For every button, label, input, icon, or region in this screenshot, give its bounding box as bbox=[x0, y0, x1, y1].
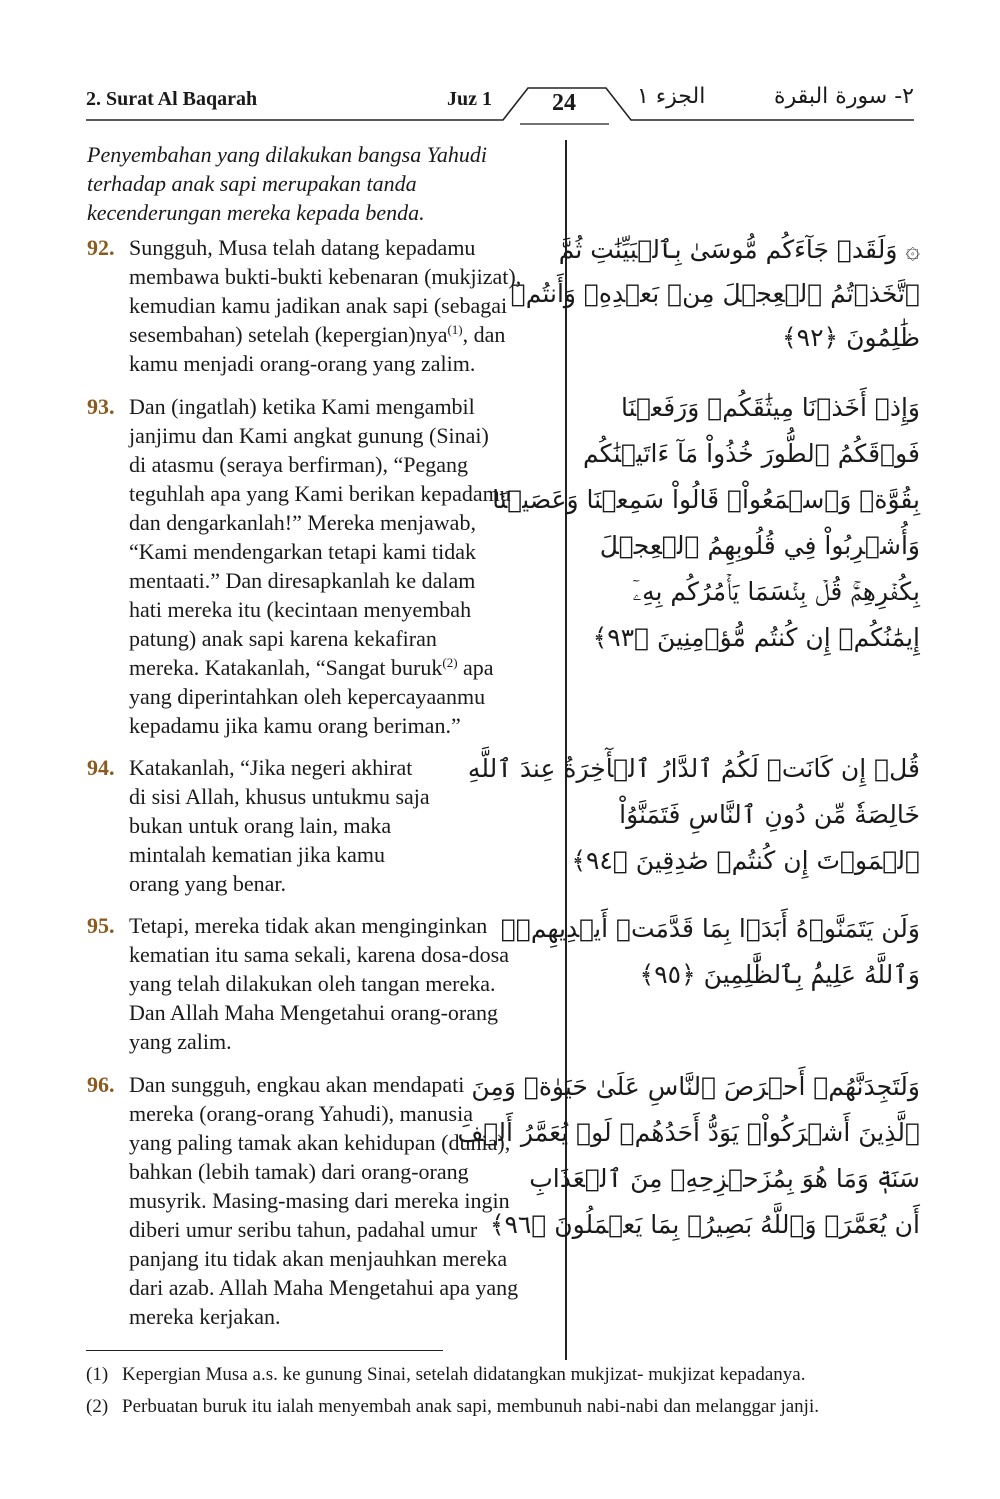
footnote-1 bbox=[86, 1364, 805, 1386]
footnote-ref-2: (2) bbox=[442, 655, 458, 670]
arabic-line: ۞ وَلَقَدۡ جَآءَكُم مُّوسَىٰ بِٱلۡبَيِّنَٰتِ ثُمَّ bbox=[558, 235, 920, 264]
arabic-line: ظَٰلِمُونَ ﴿٩٢﴾ bbox=[781, 323, 920, 352]
verse-text: mereka. Katakanlah, “Sangat buruk bbox=[129, 655, 443, 680]
verse-line: dari azab. Allah Maha Mengetahui apa yang bbox=[129, 1275, 519, 1300]
verse-96-arabic bbox=[457, 1064, 920, 1248]
arabic-line: سَنَةٖ وَمَا هُوَ بِمُزَحۡزِحِهِۦ مِنَ ٱلۡعَذَابِ bbox=[529, 1164, 920, 1193]
footnote-marker: (2) bbox=[86, 1396, 109, 1417]
verse-number: 93. bbox=[87, 394, 115, 419]
verse-95-translation bbox=[87, 911, 562, 1056]
verse-line: yang telah dilakukan oleh tangan mereka. bbox=[129, 971, 496, 996]
verse-number: 95. bbox=[87, 913, 115, 938]
arabic-line: وَإِذۡ أَخَذۡنَا مِيثَٰقَكُمۡ وَرَفَعۡنَا bbox=[621, 393, 920, 422]
verse-line: mentaati.” Dan diresapkanlah ke dalam bbox=[129, 568, 476, 593]
footnote-text: Perbuatan buruk itu ialah menyembah anak sapi, membunuh nabi-nabi dan melanggar janji. bbox=[122, 1396, 819, 1417]
verse-line: hati mereka itu (kecintaan menyembah bbox=[129, 597, 472, 622]
verse-number: 92. bbox=[87, 235, 115, 260]
footnote-marker: (1) bbox=[86, 1364, 109, 1385]
verse-number: 94. bbox=[87, 755, 115, 780]
verse-line: patung) anak sapi karena kekafiran bbox=[129, 626, 437, 651]
header-juz-arabic: الجزء ١ bbox=[637, 84, 706, 109]
verse-95-arabic bbox=[500, 906, 920, 998]
verse-text: sesembahan) setelah (kepergian)nya bbox=[129, 322, 448, 347]
arabic-line: خَالِصَةٗ مِّن دُونِ ٱلنَّاسِ فَتَمَنَّوُاْ bbox=[619, 800, 920, 829]
verse-line: Tetapi, mereka tidak akan menginginkan bbox=[129, 913, 488, 938]
verse-text: apa bbox=[457, 655, 494, 680]
verse-line: bukan untuk orang lain, maka bbox=[129, 813, 392, 838]
verse-line: janjimu dan Kami angkat gunung (Sinai) bbox=[129, 423, 489, 448]
verse-line: kepadamu jika kamu orang beriman.” bbox=[129, 713, 461, 738]
verse-line: Dan (ingatlah) ketika Kami mengambil bbox=[129, 394, 475, 419]
verse-text: , dan bbox=[462, 322, 506, 347]
verse-line: kemudian kamu jadikan anak sapi (sebagai bbox=[129, 293, 508, 318]
header-surah-arabic: ٢- سورة البقرة bbox=[774, 84, 914, 109]
verse-line: dan dengarkanlah!” Mereka menjawab, bbox=[129, 510, 476, 535]
verse-line: kematian itu sama sekali, karena dosa-dosa bbox=[129, 942, 509, 967]
arabic-line: وَأُشۡرِبُواْ فِي قُلُوبِهِمُ ٱلۡعِجۡلَ bbox=[599, 531, 920, 560]
verse-number: 96. bbox=[87, 1072, 115, 1097]
verse-line: yang diperintahkan oleh kepercayaanmu bbox=[129, 684, 486, 709]
arabic-line: وَلَتَجِدَنَّهُمۡ أَحۡرَصَ ٱلنَّاسِ عَلَىٰ حَيَوٰةٖ وَمِنَ bbox=[471, 1072, 920, 1101]
arabic-line: وَٱللَّهُ عَلِيمُۢ بِٱلظَّٰلِمِينَ ﴿٩٥﴾ bbox=[639, 960, 920, 989]
arabic-line: فَوۡقَكُمُ ٱلطُّورَ خُذُواْ مَآ ءَاتَيۡنَٰكُم bbox=[583, 439, 920, 468]
intro-line: kecenderungan mereka kepada benda. bbox=[87, 200, 425, 225]
footnote-2 bbox=[86, 1396, 819, 1418]
verse-92-translation bbox=[87, 233, 562, 378]
arabic-line: بِكُفۡرِهِمۡۚ قُلۡ بِئۡسَمَا يَأۡمُرُكُم بِهِۦٓ bbox=[632, 577, 920, 606]
verse-line: yang zalim. bbox=[129, 1029, 232, 1054]
intro-line: terhadap anak sapi merupakan tanda bbox=[87, 171, 417, 196]
verse-line: di atasmu (seraya berfirman), “Pegang bbox=[129, 452, 469, 477]
footnote-rule bbox=[86, 1350, 443, 1351]
verse-line: Sungguh, Musa telah datang kepadamu bbox=[129, 235, 476, 260]
arabic-line: إِيمَٰنُكُمۡ إِن كُنتُم مُّؤۡمِنِينَ ﴿٩٣﴾ bbox=[592, 623, 920, 652]
verse-line: mereka (orang-orang Yahudi), manusia bbox=[129, 1101, 473, 1126]
intro-line: Penyembahan yang dilakukan bangsa Yahudi bbox=[87, 142, 488, 167]
verse-line: kamu menjadi orang-orang yang zalim. bbox=[129, 351, 476, 376]
verse-line: mintalah kematian jika kamu bbox=[129, 842, 385, 867]
verse-line: diberi umur seribu tahun, padahal umur bbox=[129, 1217, 478, 1242]
arabic-line: ٱلَّذِينَ أَشۡرَكُواْۚ يَوَدُّ أَحَدُهُمۡ لَوۡ يُعَمَّرُ أَلۡفَ bbox=[457, 1118, 920, 1147]
verse-line: Dan sungguh, engkau akan mendapati bbox=[129, 1072, 465, 1097]
page-number: 24 bbox=[552, 90, 576, 116]
footnote-text: Kepergian Musa a.s. ke gunung Sinai, setelah didatangkan mukjizat- mukjizat kepadanya. bbox=[122, 1364, 806, 1385]
verse-93-arabic bbox=[492, 385, 920, 661]
verse-line: “Kami mendengarkan tetapi kami tidak bbox=[129, 539, 476, 564]
intro-note bbox=[87, 140, 547, 227]
verse-line: yang paling tamak akan kehidupan (dunia), bbox=[129, 1130, 511, 1155]
verse-line: teguhlah apa yang Kami berikan kepadamu bbox=[129, 481, 511, 506]
verse-line: Dan Allah Maha Mengetahui orang-orang bbox=[129, 1000, 498, 1025]
header-juz-latin: Juz 1 bbox=[447, 88, 492, 110]
arabic-line: وَلَن يَتَمَنَّوۡهُ أَبَدَۢا بِمَا قَدَّمَتۡ أَيۡدِيهِمۡۚ bbox=[500, 914, 920, 943]
verse-line: orang yang benar. bbox=[129, 871, 286, 896]
verse-93-translation bbox=[87, 392, 562, 740]
verse-line: bahkan (lebih tamak) dari orang-orang bbox=[129, 1159, 469, 1184]
arabic-line: قُلۡ إِن كَانَتۡ لَكُمُ ٱلدَّارُ ٱلۡأٓخِرَةُ عِندَ ٱللَّهِ bbox=[467, 754, 920, 783]
footnote-ref-1: (1) bbox=[447, 322, 463, 337]
verse-line: di sisi Allah, khusus untukmu saja bbox=[129, 784, 430, 809]
verse-line: musyrik. Masing-masing dari mereka ingin bbox=[129, 1188, 510, 1213]
header-surah-latin: 2. Surat Al Baqarah bbox=[86, 88, 258, 110]
verse-94-arabic bbox=[467, 746, 920, 884]
verse-line-footnoted bbox=[129, 653, 562, 682]
verse-line: membawa bukti-bukti kebenaran (mukjizat), bbox=[129, 264, 522, 289]
verse-line: mereka kerjakan. bbox=[129, 1304, 281, 1329]
header-rule bbox=[0, 0, 1000, 140]
verse-line-footnoted bbox=[129, 320, 562, 349]
arabic-line: أَن يُعَمَّرَۗ وَٱللَّهُ بَصِيرُۢ بِمَا يَعۡمَلُونَ ﴿٩٦﴾ bbox=[489, 1210, 920, 1239]
verse-92-arabic bbox=[510, 228, 920, 360]
arabic-line: ٱتَّخَذۡتُمُ ٱلۡعِجۡلَ مِنۢ بَعۡدِهِۦ وَأَنتُمۡ bbox=[510, 279, 920, 308]
arabic-line: ٱلۡمَوۡتَ إِن كُنتُمۡ صَٰدِقِينَ ﴿٩٤﴾ bbox=[571, 846, 920, 875]
verse-line: panjang itu tidak akan menjauhkan mereka bbox=[129, 1246, 508, 1271]
arabic-line: بِقُوَّةٖ وَٱسۡمَعُواْۖ قَالُواْ سَمِعۡنَا وَعَصَيۡنَا bbox=[492, 485, 920, 514]
verse-line: Katakanlah, “Jika negeri akhirat bbox=[129, 755, 413, 780]
